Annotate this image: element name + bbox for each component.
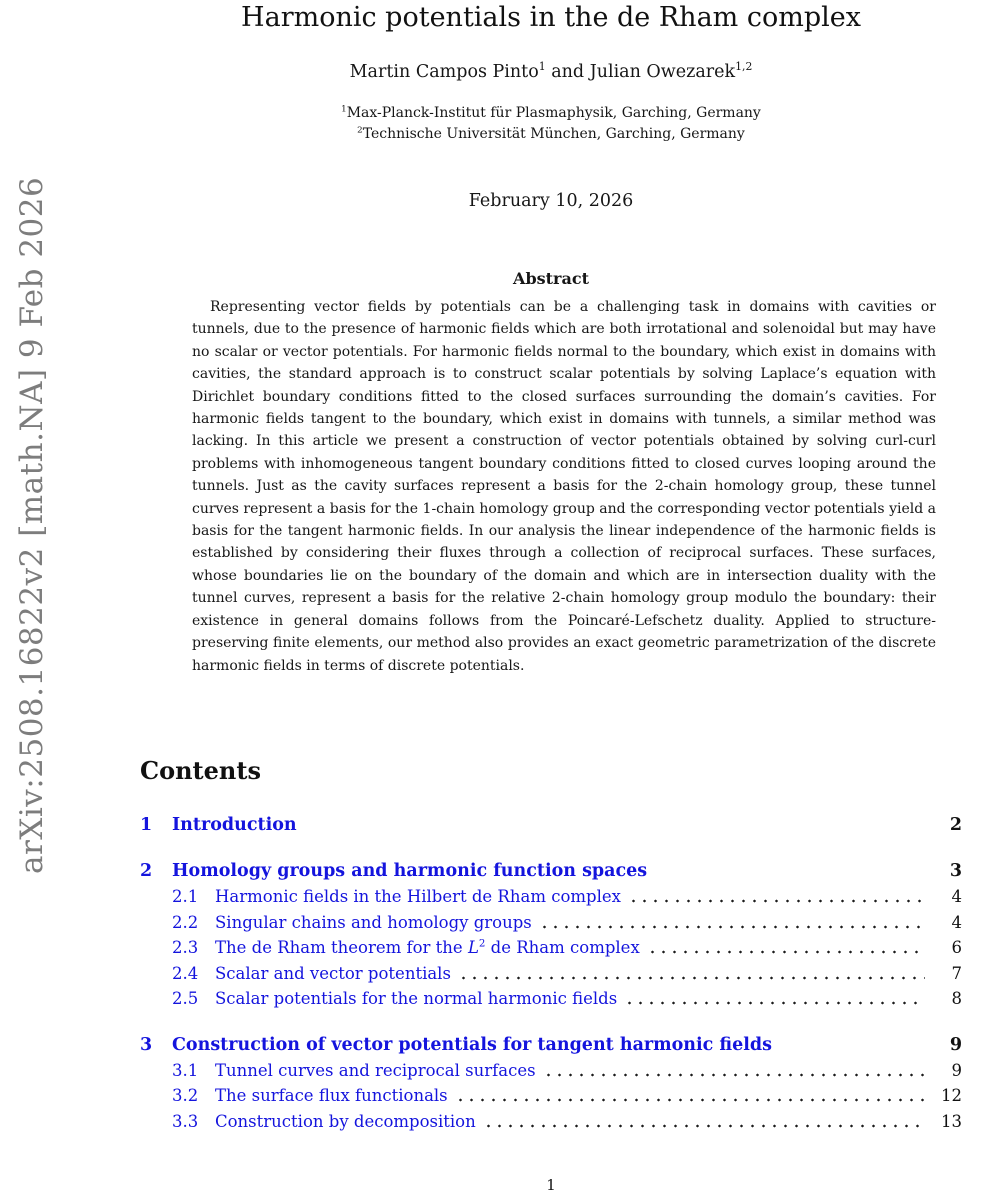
toc-subsection-title: Harmonic fields in the Hilbert de Rham complex	[215, 887, 621, 906]
toc-subsection-title-pre: The de Rham theorem for the	[215, 938, 468, 957]
toc-subsection-title: Scalar potentials for the normal harmonic fields	[215, 989, 618, 1008]
toc-section-1[interactable]	[140, 812, 962, 838]
affiliation-1-text: Max-Planck-Institut für Plasmaphysik, Garching, Germany	[346, 105, 761, 121]
toc-subsection-2-3[interactable]	[140, 935, 962, 961]
author-1-affiliation-mark: 1	[538, 60, 546, 74]
paper-title: Harmonic potentials in the de Rham complex	[241, 2, 861, 33]
toc-subsection-page: 13	[941, 1111, 962, 1131]
dot-leader	[628, 884, 925, 910]
affiliation-1	[140, 103, 962, 124]
toc-subsection-page: 8	[951, 989, 962, 1008]
dot-leader	[624, 986, 925, 1012]
toc-subsection-3-1[interactable]	[140, 1058, 962, 1084]
table-of-contents	[140, 812, 962, 1134]
toc-section-3[interactable]	[140, 1032, 962, 1058]
affiliation-2	[140, 124, 962, 145]
dot-leader	[647, 935, 925, 961]
toc-subsection-title: Scalar and vector potentials	[215, 963, 451, 983]
toc-subsection-3-3[interactable]	[140, 1109, 962, 1135]
dot-leader	[539, 910, 925, 936]
dot-leader	[458, 961, 925, 987]
toc-section-page: 2	[949, 815, 962, 835]
affiliation-2-text: Technische Universität München, Garching, Germany	[362, 126, 745, 142]
toc-section-title: Construction of vector potentials for tangent harmonic fields	[172, 1034, 773, 1055]
toc-subsection-title	[215, 935, 640, 961]
toc-subsection-2-5[interactable]	[140, 986, 962, 1012]
affiliations	[140, 103, 962, 145]
abstract-text: Representing vector fields by potentials can be a challenging task in domains with cavities or tunnels, due to the presence of harmonic fields which are both irrotational and solenoidal but may have no scalar or vector potentials. For harmonic fields normal to the boundary, which exist in domains with cavities, the standard approach is to construct scalar potentials by solving Laplace’s equation with Dirichlet boundary conditions fitted to the closed surfaces surrounding the domain’s cavities. For harmonic fields tangent to the boundary, which exist in domains with tunnels, a similar method was lacking. In this article we present a construction of vector potentials obtained by solving curl-curl problems with inhomogeneous tangent boundary conditions fitted to closed curves looping around the tunnels. Just as the cavity surfaces represent a basis for the 2-chain homology group, these tunnel curves represent a basis for the 1-chain homology group and the corresponding vector potentials yield a basis for the tangent harmonic fields. In our analysis the linear independence of the harmonic fields is established by considering their fluxes through a collection of reciprocal surfaces. These surfaces, whose boundaries lie on the boundary of the domain and which are in intersection duality with the tunnel curves, represent a basis for the relative 2-chain homology group modulo the boundary: their existence in general domains follows from the Poincaré-Lefschetz duality. Applied to structure-preserving finite elements, our method also provides an exact geometric parametrization of the discrete harmonic fields in terms of discrete potentials.	[192, 299, 936, 674]
authors-separator: and	[545, 62, 590, 82]
arxiv-watermark: arXiv:2508.16822v2 [math.NA] 9 Feb 2026	[14, 176, 50, 874]
toc-section-number: 1	[140, 815, 153, 835]
toc-subsection-number: 3.2	[172, 1086, 199, 1105]
toc-subsection-number: 3.1	[172, 1060, 199, 1080]
toc-section-title: Homology groups and harmonic function spaces	[172, 861, 648, 881]
dot-leader	[483, 1109, 925, 1135]
toc-section-title: Introduction	[172, 815, 297, 835]
toc-subsection-page: 12	[941, 1086, 962, 1105]
abstract-heading: Abstract	[513, 269, 589, 288]
page-number: 1	[546, 1176, 556, 1194]
math-symbol-L: L	[467, 938, 479, 957]
toc-subsection-2-4[interactable]	[140, 961, 962, 987]
toc-subsection-2-2[interactable]	[140, 910, 962, 936]
toc-subsection-number: 2.1	[172, 887, 199, 906]
math-superscript-2: 2	[478, 938, 486, 950]
toc-subsection-3-2[interactable]	[140, 1083, 962, 1109]
toc-subsection-number: 2.4	[172, 963, 199, 983]
toc-subsection-number: 2.2	[172, 912, 199, 932]
author-2-affiliation-mark: 1,2	[735, 60, 753, 74]
toc-section-2[interactable]	[140, 858, 962, 884]
toc-section-number: 2	[140, 861, 153, 881]
toc-subsection-title: The surface flux functionals	[215, 1086, 448, 1105]
toc-subsection-page: 9	[951, 1060, 962, 1080]
paper-content	[140, 0, 962, 1200]
toc-section-page: 3	[949, 861, 962, 881]
dot-leader	[543, 1058, 925, 1084]
toc-subsection-title: Singular chains and homology groups	[215, 912, 532, 932]
toc-subsection-number: 2.3	[172, 938, 199, 957]
author-1: Martin Campos Pinto	[349, 62, 539, 82]
contents-heading: Contents	[140, 756, 261, 785]
toc-subsection-number: 2.5	[172, 989, 199, 1008]
authors-line	[140, 62, 962, 82]
affiliation-1-mark: 1	[341, 104, 347, 115]
toc-subsection-page: 6	[951, 938, 962, 957]
paper-date: February 10, 2026	[468, 191, 634, 211]
affiliation-2-mark: 2	[357, 125, 363, 136]
toc-subsection-page: 4	[951, 912, 962, 932]
toc-subsection-title: Construction by decomposition	[215, 1111, 476, 1131]
toc-subsection-2-1[interactable]	[140, 884, 962, 910]
toc-section-page: 9	[949, 1034, 962, 1055]
author-2: Julian Owezarek	[589, 62, 736, 82]
toc-subsection-title-post: de Rham complex	[485, 938, 640, 957]
toc-subsection-title: Tunnel curves and reciprocal surfaces	[215, 1060, 536, 1080]
toc-subsection-number: 3.3	[172, 1111, 199, 1131]
toc-subsection-page: 7	[951, 963, 962, 983]
dot-leader	[455, 1083, 925, 1109]
toc-section-number: 3	[140, 1034, 153, 1055]
toc-subsection-page: 4	[951, 887, 962, 906]
